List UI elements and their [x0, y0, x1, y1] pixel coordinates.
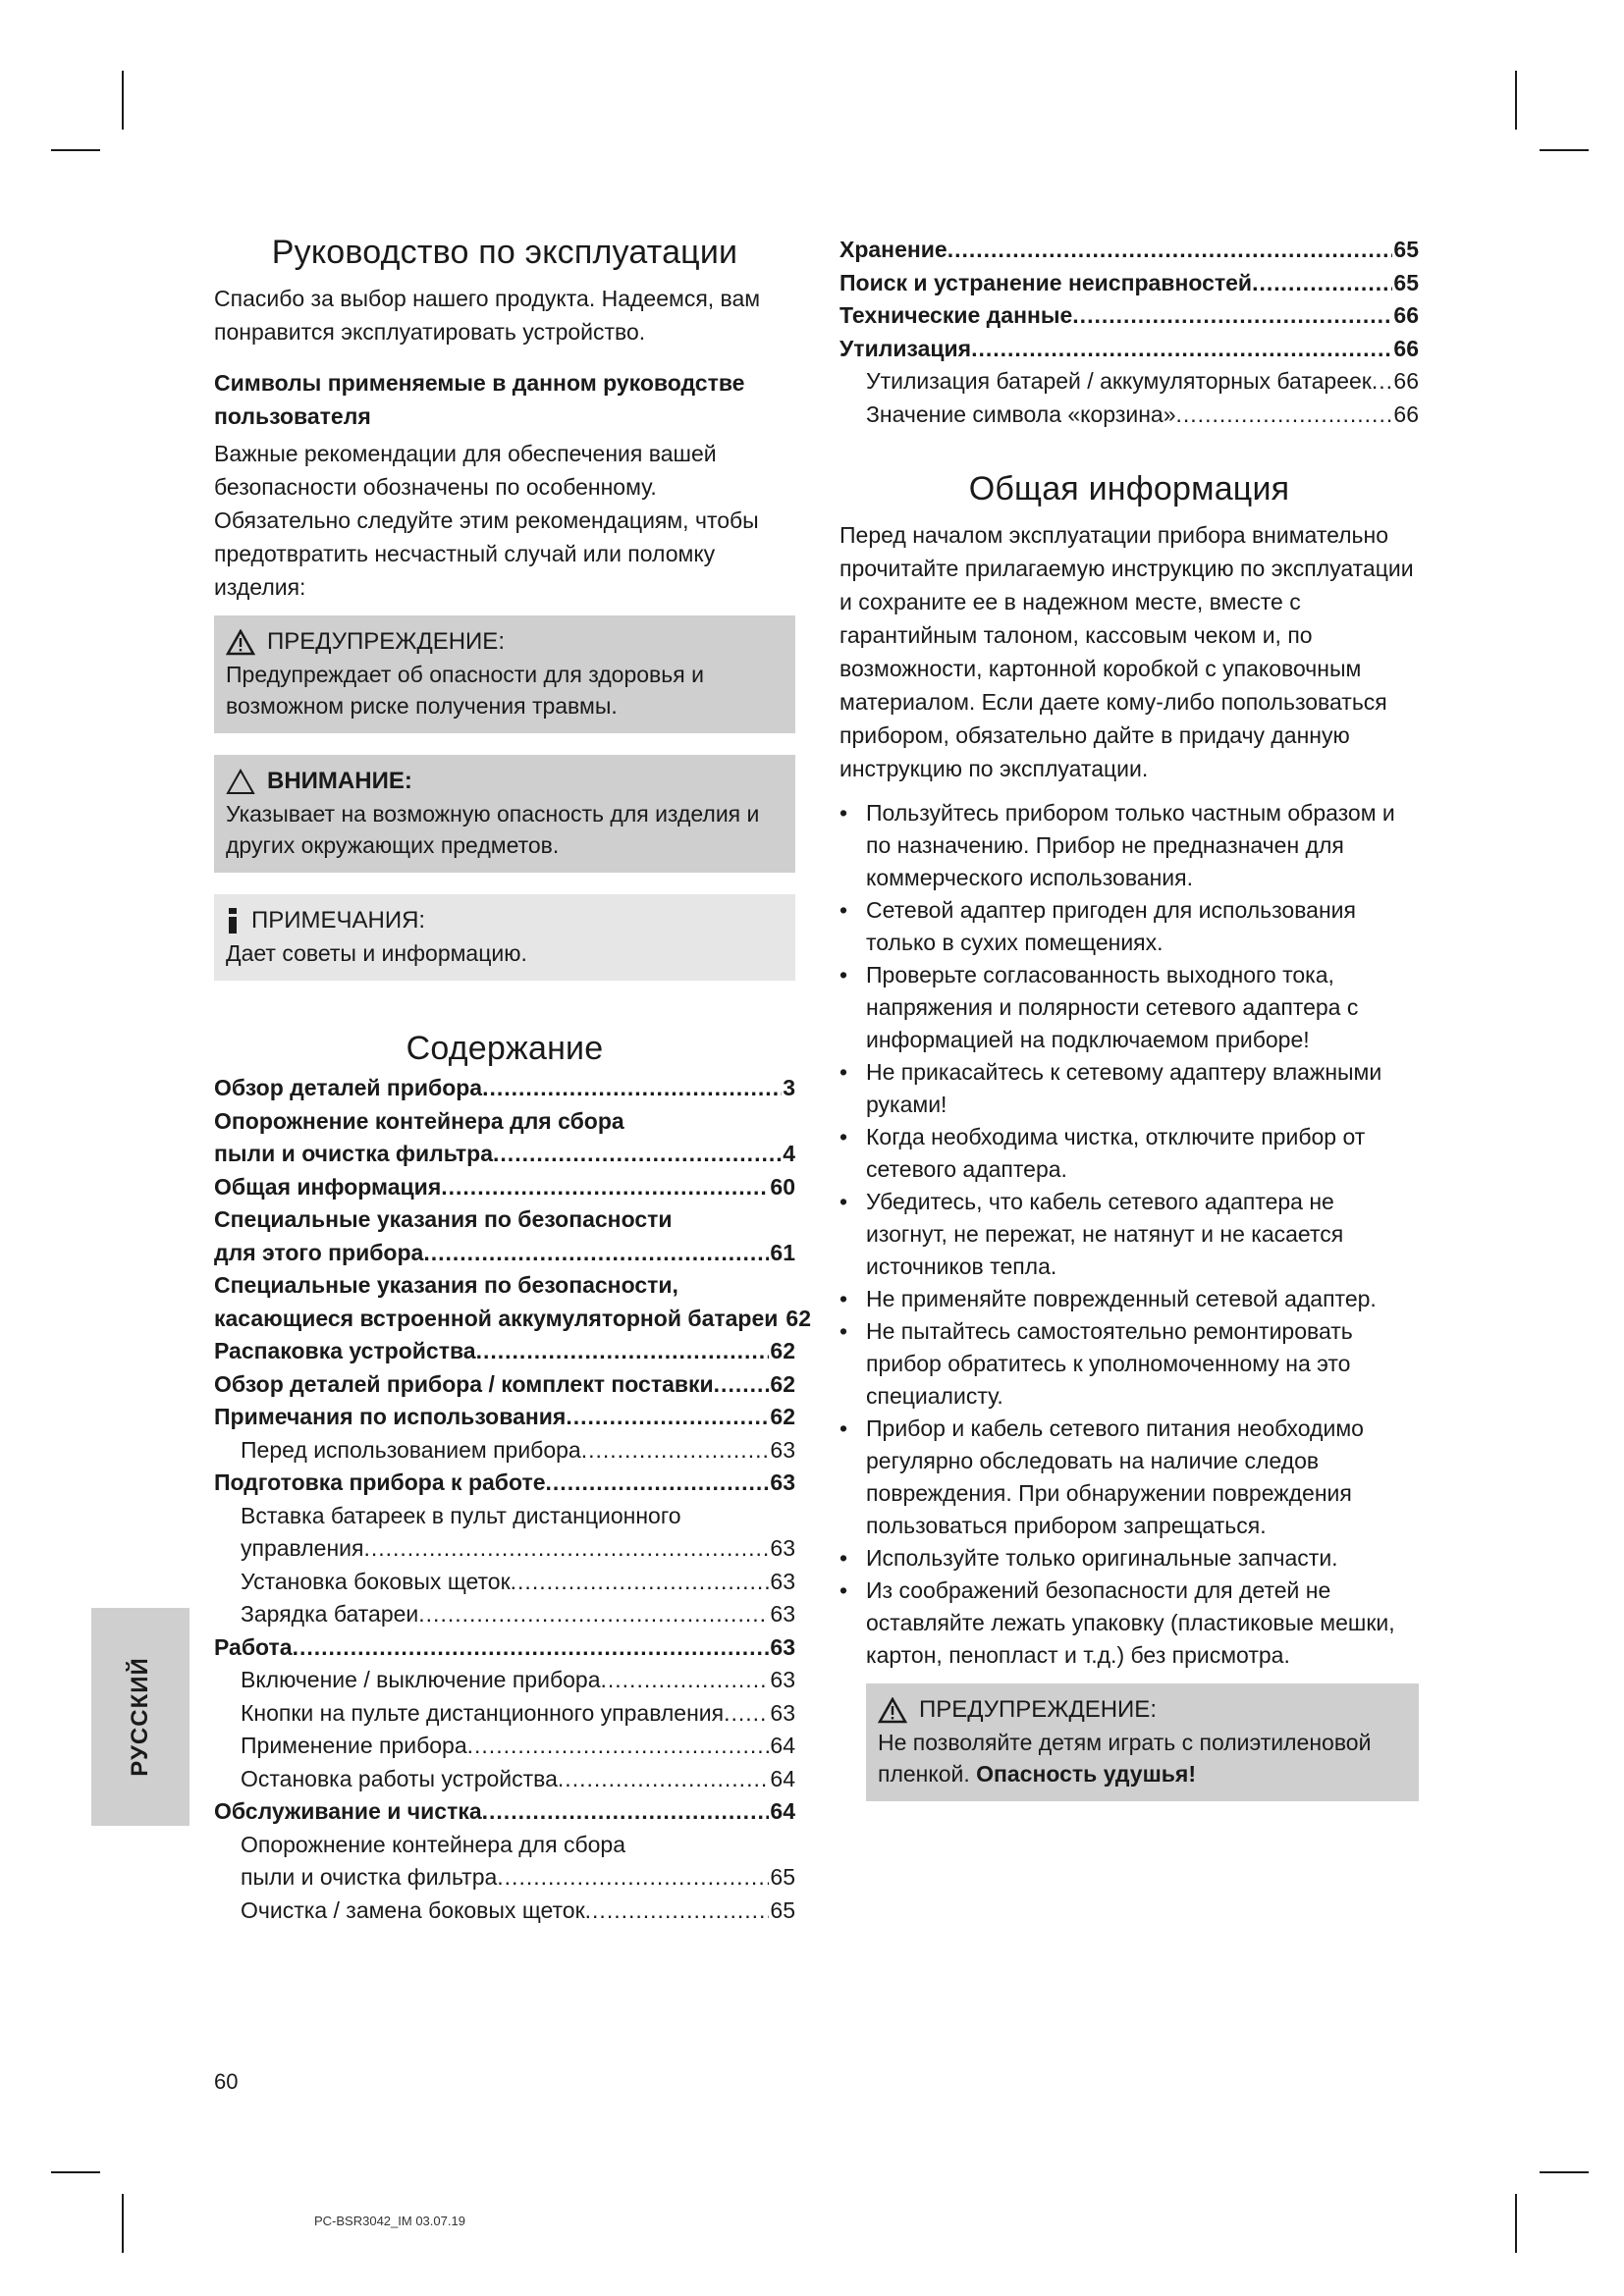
toc-item[interactable]: Перед использованием прибора ..... 63 [214, 1434, 795, 1468]
language-tab [91, 1608, 189, 1826]
list-item: • Не применяйте поврежденный сетевой адаптер. [839, 1283, 1419, 1315]
toc-item[interactable]: Вставка батареек в пульт дистанционного [241, 1502, 681, 1528]
list-item: • Не прикасайтесь к сетевому адаптеру влажными руками! [839, 1056, 1419, 1121]
intro-text: Спасибо за выбор нашего продукта. Надеемся, вам понравится эксплуатировать устройство. [214, 286, 761, 345]
list-item: • Пользуйтесь прибором только частным образом и по назначению. Прибор не предназначен для коммерческого использования. [839, 797, 1419, 894]
caution-box [214, 755, 795, 873]
warning-box [214, 615, 795, 733]
toc-item[interactable]: Специальные указания по безопасности, [214, 1272, 678, 1298]
toc-item[interactable]: Распаковка устройства ..... 62 [214, 1335, 795, 1368]
toc-item[interactable]: Опорожнение контейнера для сбора [214, 1107, 624, 1134]
warning-emphasis: Опасность удушья! [976, 1761, 1196, 1787]
language-label: РУССКИЙ [127, 1657, 153, 1777]
warning-triangle-icon [226, 629, 255, 656]
list-item: • Прибор и кабель сетевого питания необходимо регулярно обследовать на наличие следов повреждения. При обнаружении повреждения пользоваться прибором запрещаться. [839, 1413, 1419, 1542]
toc-item[interactable]: для этого прибора ..... 61 [214, 1237, 795, 1270]
toc-list-left [214, 1072, 812, 1927]
toc-item[interactable]: Технические данные ..... 66 [839, 299, 1419, 333]
list-item: • Проверьте согласованность выходного тока, напряжения и полярности сетевого адаптера с информацией на подключаемом приборе! [839, 959, 1419, 1056]
toc-item[interactable]: управления ..... 63 [214, 1532, 795, 1566]
toc-item[interactable]: Общая информация ..... 60 [214, 1171, 795, 1204]
crop-mark [51, 149, 100, 151]
toc-item[interactable]: Поиск и устранение неисправностей ..... 65 [839, 267, 1419, 300]
toc-item[interactable]: Обзор деталей прибора / комплект поставки ..... 62 [214, 1368, 795, 1402]
toc-item[interactable]: Работа ..... 63 [214, 1631, 795, 1665]
toc-item[interactable]: Обзор деталей прибора ..... 3 [214, 1072, 795, 1105]
toc-item[interactable]: Установка боковых щеток ..... 63 [214, 1566, 795, 1599]
toc-item[interactable]: Подготовка прибора к работе ..... 63 [214, 1467, 795, 1500]
note-label: ПРИМЕЧАНИЯ: [251, 907, 426, 934]
warning-label: ПРЕДУПРЕЖДЕНИЕ: [919, 1696, 1157, 1723]
warning-label: ПРЕДУПРЕЖДЕНИЕ: [267, 628, 505, 655]
toc-item[interactable]: Обслуживание и чистка ..... 64 [214, 1795, 795, 1829]
caution-text: Указывает на возможную опасность для изделия и других окружающих предметов. [226, 801, 760, 858]
general-text: Перед началом эксплуатации прибора внимательно прочитайте прилагаемую инструкцию по эксплуатации и сохраните ее в надежном месте, вместе с гарантийным талоном, кассовым чеком и, по возможности, картонной коробкой с упаковочным материалом. Если даете кому-либо попользоваться прибором, обязательно дайте в придачу данную инструкцию по эксплуатации. [839, 522, 1414, 781]
warning-text: Предупреждает об опасности для здоровья и возможном риске получения травмы. [226, 662, 704, 719]
list-item: • Убедитесь, что кабель сетевого адаптера не изогнут, не пережат, не натянут и не касается источников тепла. [839, 1186, 1419, 1283]
toc-item[interactable]: пыли и очистка фильтра ..... 4 [214, 1138, 795, 1171]
toc-item[interactable]: касающиеся встроенной аккумуляторной батареи 62 [214, 1305, 812, 1331]
toc-item[interactable]: Очистка / замена боковых щеток ..... 65 [214, 1895, 795, 1928]
toc-list-right [839, 234, 1419, 431]
footer-code: PC-BSR3042_IM 03.07.19 [314, 2214, 465, 2228]
warning-text: Не позволяйте детям играть с полиэтиленовой пленкой. Опасность удушья! [878, 1730, 1372, 1787]
toc-item[interactable]: Остановка работы устройства ..... 64 [214, 1763, 795, 1796]
note-text: Дает советы и информацию. [226, 940, 527, 966]
list-item: • Когда необходима чистка, отключите прибор от сетевого адаптера. [839, 1121, 1419, 1186]
toc-item[interactable]: Зарядка батареи ..... 63 [214, 1598, 795, 1631]
toc-item[interactable]: Утилизация ..... 66 [839, 333, 1419, 366]
general-title: Общая информация [968, 470, 1290, 507]
left-column [214, 234, 812, 1927]
warning-triangle-icon [878, 1697, 907, 1724]
toc-item[interactable]: Применение прибора ..... 64 [214, 1730, 795, 1763]
info-icon [226, 908, 240, 934]
list-item: • Используйте только оригинальные запчасти. [839, 1542, 1419, 1575]
list-item: • Из соображений безопасности для детей не оставляйте лежать упаковку (пластиковые мешки, картон, пенопласт и т.д.) без присмотра. [839, 1575, 1419, 1672]
crop-mark [122, 71, 124, 130]
manual-title: Руководство по эксплуатации [271, 234, 738, 271]
caution-label: ВНИМАНИЕ: [267, 768, 412, 794]
list-item: • Сетевой адаптер пригоден для использования только в сухих помещениях. [839, 894, 1419, 959]
symbols-heading: Символы применяемые в данном руководстве пользователя [214, 370, 745, 429]
list-item: • Не пытайтесь самостоятельно ремонтировать прибор обратитесь к уполномоченному на это специалисту. [839, 1315, 1419, 1413]
toc-item[interactable]: Специальные указания по безопасности [214, 1206, 673, 1232]
crop-mark [51, 2171, 100, 2173]
toc-item[interactable]: Кнопки на пульте дистанционного управления ..... 63 [214, 1697, 795, 1731]
toc-item[interactable]: Хранение ..... 65 [839, 234, 1419, 267]
toc-item[interactable]: Включение / выключение прибора ..... 63 [214, 1664, 795, 1697]
toc-item[interactable]: пыли и очистка фильтра ..... 65 [214, 1861, 795, 1895]
crop-mark [1540, 149, 1589, 151]
toc-item[interactable]: Значение символа «корзина» ..... 66 [839, 399, 1419, 432]
caution-triangle-icon [226, 769, 255, 795]
safety-list [839, 797, 1419, 1672]
crop-mark [122, 2194, 124, 2253]
toc-item[interactable]: Утилизация батарей / аккумуляторных батареек ..... 66 [839, 365, 1419, 399]
symbols-text: Важные рекомендации для обеспечения вашей безопасности обозначены по особенному. Обязательно следуйте этим рекомендациям, чтобы предотвратить несчастный случай или поломку изделия: [214, 441, 759, 600]
crop-mark [1515, 71, 1517, 130]
page-number: 60 [214, 2069, 239, 2094]
toc-title: Содержание [406, 1030, 604, 1067]
warning-box-suffocation [866, 1683, 1419, 1801]
crop-mark [1540, 2171, 1589, 2173]
right-column [839, 234, 1419, 1801]
note-box [214, 894, 795, 981]
toc-item[interactable]: Примечания по использования ..... 62 [214, 1401, 795, 1434]
toc-item[interactable]: Опорожнение контейнера для сбора [241, 1831, 625, 1857]
crop-mark [1515, 2194, 1517, 2253]
